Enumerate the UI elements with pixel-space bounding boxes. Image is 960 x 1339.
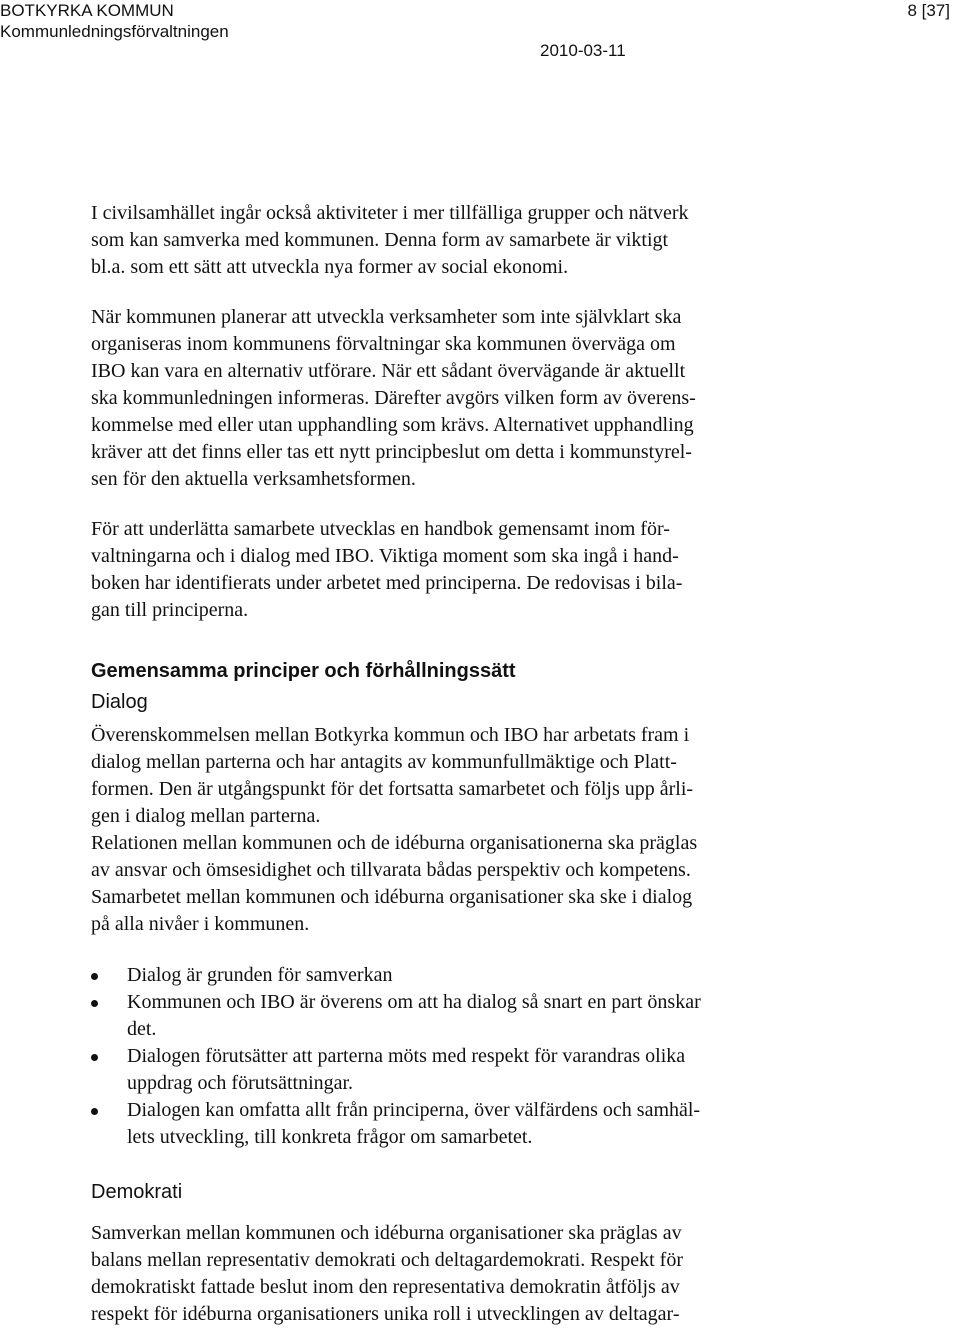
text-line: organiseras inom kommunens förvaltningar ska kommunen överväga om: [91, 333, 676, 355]
text-line: För att underlätta samarbete utvecklas en handbok gemensamt inom för-: [91, 518, 670, 540]
subheading-demokrati: Demokrati: [91, 1181, 183, 1203]
paragraph-demokrati: [91, 1220, 831, 1328]
bullet-icon: [91, 1000, 98, 1007]
text-line: Dialogen kan omfatta allt från principerna, över välfärdens och samhäl-: [127, 1099, 701, 1121]
text-line: Samarbetet mellan kommunen och idéburna organisationer ska ske i dialog: [91, 886, 693, 908]
document-date: 2010-03-11: [540, 41, 626, 60]
text-line: boken har identifierats under arbetet med principerna. De redovisas i bila-: [91, 572, 683, 594]
page-number: 8 [37]: [907, 1, 950, 20]
paragraph-handbok: [91, 516, 831, 624]
text-line: gan till principerna.: [91, 599, 249, 621]
paragraph-ibo-utforare: [91, 304, 831, 493]
text-line: Dialogen förutsätter att parterna möts med respekt för varandras olika: [127, 1045, 686, 1067]
list-item: [91, 962, 831, 989]
bullet-icon: [91, 973, 98, 980]
text-line: gen i dialog mellan parterna.: [91, 805, 321, 827]
subheading-dialog: Dialog: [91, 691, 148, 713]
text-line: ska kommunledningen informeras. Därefter avgörs vilken form av överens-: [91, 387, 696, 409]
list-item: [91, 989, 831, 1043]
paragraph-civilsamhallet: [91, 200, 831, 281]
header-department: Kommunledningsförvaltningen: [0, 22, 229, 41]
text-line: kommelse med eller utan upphandling som krävs. Alternativet upphandling: [91, 414, 694, 436]
paragraph-dialog: [91, 722, 831, 938]
list-item: [91, 1043, 831, 1097]
text-line: kräver att det finns eller tas ett nytt principbeslut om detta i kommunstyrel-: [91, 441, 692, 463]
text-line: formen. Den är utgångspunkt för det fortsatta samarbetet och följs upp årli-: [91, 778, 694, 800]
bullet-icon: [91, 1054, 98, 1061]
section-heading: Gemensamma principer och förhållningssätt: [91, 660, 516, 682]
text-line: lets utveckling, till konkreta frågor om samarbetet.: [127, 1126, 533, 1148]
text-line: I civilsamhället ingår också aktiviteter i mer tillfälliga grupper och nätverk: [91, 202, 689, 224]
list-item: [91, 1097, 831, 1151]
text-line: av ansvar och ömsesidighet och tillvarata bådas perspektiv och kompetens.: [91, 859, 691, 881]
text-line: När kommunen planerar att utveckla verksamheter som inte självklart ska: [91, 306, 682, 328]
text-line: sen för den aktuella verksamhetsformen.: [91, 468, 416, 490]
dialog-bullet-list: [91, 962, 831, 1151]
document-body: [91, 200, 831, 1328]
text-line: på alla nivåer i kommunen.: [91, 913, 310, 935]
text-line: Relationen mellan kommunen och de idéburna organisationerna ska präglas: [91, 832, 698, 854]
header-organization: BOTKYRKA KOMMUN: [0, 1, 174, 20]
text-line: Dialog är grunden för samverkan: [127, 964, 393, 986]
text-line: uppdrag och förutsättningar.: [127, 1072, 354, 1094]
text-line: Överenskommelsen mellan Botkyrka kommun och IBO har arbetats fram i: [91, 724, 690, 746]
text-line: demokratiskt fattade beslut inom den representativa demokratin åtföljs av: [91, 1276, 680, 1298]
text-line: respekt för idéburna organisationers unika roll i utvecklingen av deltagar-: [91, 1303, 680, 1325]
text-line: Kommunen och IBO är överens om att ha dialog så snart en part önskar: [127, 991, 701, 1013]
text-line: valtningarna och i dialog med IBO. Viktiga moment som ska ingå i hand-: [91, 545, 679, 567]
text-line: balans mellan representativ demokrati och deltagardemokrati. Respekt för: [91, 1249, 684, 1271]
text-line: dialog mellan parterna och har antagits av kommunfullmäktige och Platt-: [91, 751, 677, 773]
text-line: som kan samverka med kommunen. Denna form av samarbete är viktigt: [91, 229, 669, 251]
text-line: Samverkan mellan kommunen och idéburna organisationer ska präglas av: [91, 1222, 682, 1244]
text-line: IBO kan vara en alternativ utförare. När ett sådant övervägande är aktuellt: [91, 360, 686, 382]
text-line: bl.a. som ett sätt att utveckla nya former av social ekonomi.: [91, 256, 569, 278]
bullet-icon: [91, 1108, 98, 1115]
text-line: det.: [127, 1018, 157, 1040]
